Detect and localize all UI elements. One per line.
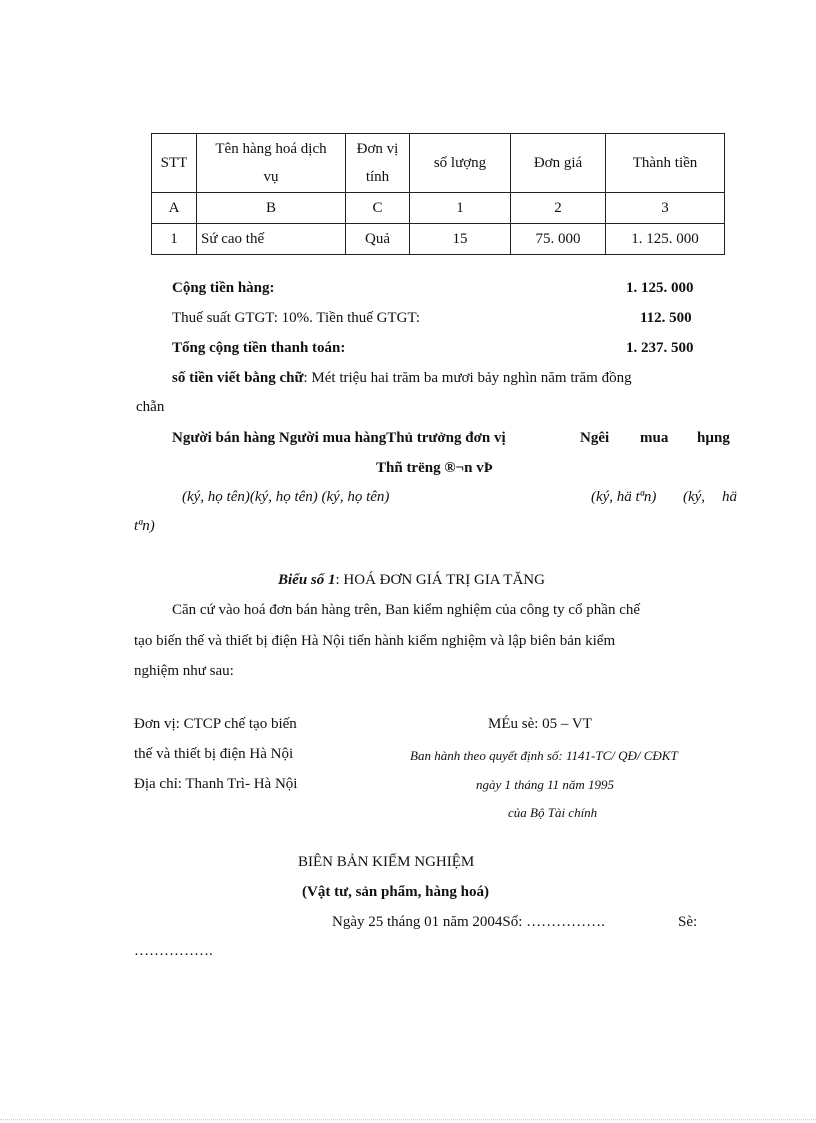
decree-line-2: ngày 1 tháng 11 năm 1995 [476, 777, 615, 792]
header-goods-name: Tên hàng hoá dịch vụ [197, 134, 346, 193]
code-cell: C [346, 193, 410, 224]
amount-in-words: số tiền viết bằng chữ: Mét triệu hai trăm ba mươi bảy nghìn năm trăm đồng [172, 370, 632, 386]
row-quantity: 15 [410, 224, 511, 255]
code-cell: 1 [410, 193, 511, 224]
unit-line-1: Đơn vị: CTCP chế tạo biến [134, 716, 297, 732]
goods-total-label: Cộng tiền hàng: [172, 280, 275, 296]
report-subtitle: (Vật tư, sản phẩm, hàng hoá) [302, 884, 489, 900]
code-cell: A [152, 193, 197, 224]
signature-note-right-1: (ký, hä tªn) [591, 489, 657, 505]
header-stt: STT [152, 134, 197, 193]
signature-notes-left: (ký, họ tên)(ký, họ tên) (ký, họ tên) [182, 489, 390, 505]
decree-line-1: Ban hành theo quyết định số: 1141-TC/ QĐ/ CĐKT [410, 748, 678, 763]
row-goods-name: Sứ cao thế [197, 224, 346, 255]
header-amount: Thành tiền [606, 134, 725, 193]
report-title: BIÊN BẢN KIỂM NGHIỆM [298, 854, 475, 870]
unit-line-2: thế và thiết bị điện Hà Nội [134, 746, 294, 762]
decree-line-3: của Bộ Tài chính [508, 805, 598, 820]
paragraph-line-3: nghiệm như sau: [134, 663, 234, 679]
amount-in-words-cont: chẵn [136, 399, 165, 415]
row-amount: 1. 125. 000 [606, 224, 725, 255]
template-number: MÉu sè: 05 – VT [488, 716, 592, 732]
header-quantity: số lượng [410, 134, 511, 193]
address-line: Địa chỉ: Thanh Trì- Hà Nội [134, 776, 298, 792]
row-unit: Quả [346, 224, 410, 255]
signature-roles-line2: Thñ trëng ®¬n vÞ [376, 460, 493, 476]
paragraph-line-2: tạo biến thế và thiết bị điện Hà Nội tiến hành kiểm nghiệm và lập biên bản kiểm [134, 633, 616, 649]
paragraph-line-1: Căn cứ vào hoá đơn bán hàng trên, Ban kiểm nghiệm của công ty cổ phần chế [172, 602, 641, 618]
grand-total-value: 1. 237. 500 [626, 340, 694, 356]
signature-note-right-2: (ký, [683, 489, 706, 505]
header-unit-price: Đơn giá [511, 134, 606, 193]
grand-total-label: Tổng cộng tiền thanh toán: [172, 340, 346, 356]
code-cell: 2 [511, 193, 606, 224]
header-unit: Đơn vị tính [346, 134, 410, 193]
date-number-line: Ngày 25 tháng 01 năm 2004Số: ……………. [332, 914, 605, 930]
signature-role-right-3: hµng [697, 430, 730, 446]
row-unit-price: 75. 000 [511, 224, 606, 255]
signature-note-cont: tªn) [134, 518, 155, 534]
so-label: Sè: [678, 914, 698, 930]
so-dots: ……………. [134, 943, 213, 959]
row-stt: 1 [152, 224, 197, 255]
vat-label: Thuế suất GTGT: 10%. Tiền thuế GTGT: [172, 310, 421, 326]
signature-note-right-3: hä [722, 489, 737, 505]
invoice-table [151, 133, 725, 255]
goods-total-value: 1. 125. 000 [626, 280, 694, 296]
code-cell: B [197, 193, 346, 224]
form-caption: Biểu số 1: HOÁ ĐƠN GIÁ TRỊ GIA TĂNG [278, 572, 545, 588]
page-edge-divider [0, 1119, 816, 1120]
table-row [152, 224, 725, 255]
table-header-row [152, 134, 725, 193]
table-code-row [152, 193, 725, 224]
code-cell: 3 [606, 193, 725, 224]
signature-roles: Người bán hàng Người mua hàngThủ trưởng đơn vị [172, 430, 506, 446]
signature-role-right-2: mua [640, 430, 669, 446]
vat-value: 112. 500 [640, 310, 692, 326]
signature-role-right-1: Ngêi [580, 430, 610, 446]
